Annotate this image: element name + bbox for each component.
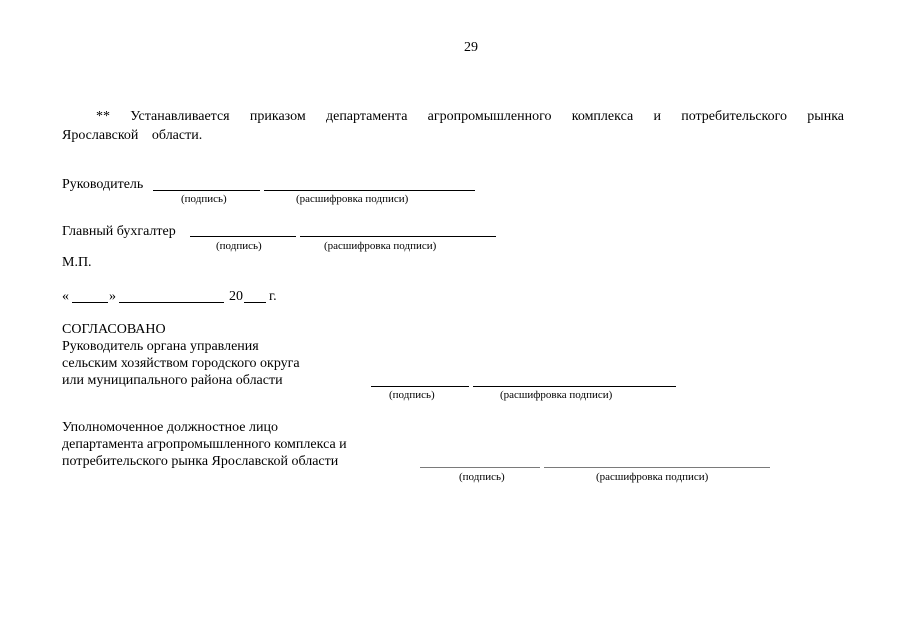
- agreed-line: сельским хозяйством городского округа: [62, 356, 300, 371]
- official-line: департамента агропромышленного комплекса и: [62, 437, 347, 452]
- official-line: Уполномоченное должностное лицо: [62, 420, 278, 435]
- stamp-label: М.П.: [62, 255, 92, 270]
- page-number: 29: [464, 40, 478, 55]
- director-signature-caption: (подпись): [181, 193, 227, 205]
- director-signature-line: [153, 190, 260, 191]
- official-signature-caption: (подпись): [459, 471, 505, 483]
- official-decoding-caption: (расшифровка подписи): [596, 471, 709, 483]
- chief-accountant-label: Главный бухгалтер: [62, 224, 176, 239]
- chief-accountant-signature-line: [190, 236, 296, 237]
- official-decoding-line: [544, 467, 770, 468]
- date-year-suffix: г.: [269, 289, 277, 304]
- agreed-decoding-line: [473, 386, 676, 387]
- date-close-quote: »: [109, 289, 116, 304]
- chief-accountant-decoding-caption: (расшифровка подписи): [324, 240, 437, 252]
- chief-accountant-signature-caption: (подпись): [216, 240, 262, 252]
- official-line: потребительского рынка Ярославской области: [62, 454, 339, 469]
- agreed-line: или муниципального района области: [62, 373, 283, 388]
- footnote-text: ** Устанавливается приказом департамента агропромышленного комплекса и потребительского рынка Ярославской области.: [62, 109, 844, 143]
- director-decoding-caption: (расшифровка подписи): [296, 193, 409, 205]
- agreed-heading: СОГЛАСОВАНО: [62, 322, 166, 337]
- date-year-prefix: 20: [229, 289, 243, 304]
- director-decoding-line: [264, 190, 475, 191]
- chief-accountant-decoding-line: [300, 236, 496, 237]
- agreed-signature-line: [371, 386, 469, 387]
- date-month-line: [119, 302, 224, 303]
- date-open-quote: «: [62, 289, 69, 304]
- agreed-signature-caption: (подпись): [389, 389, 435, 401]
- date-year-line: [244, 302, 266, 303]
- agreed-line: Руководитель органа управления: [62, 339, 259, 354]
- agreed-decoding-caption: (расшифровка подписи): [500, 389, 613, 401]
- date-day-line: [72, 302, 108, 303]
- official-signature-line: [420, 467, 540, 468]
- director-label: Руководитель: [62, 177, 144, 192]
